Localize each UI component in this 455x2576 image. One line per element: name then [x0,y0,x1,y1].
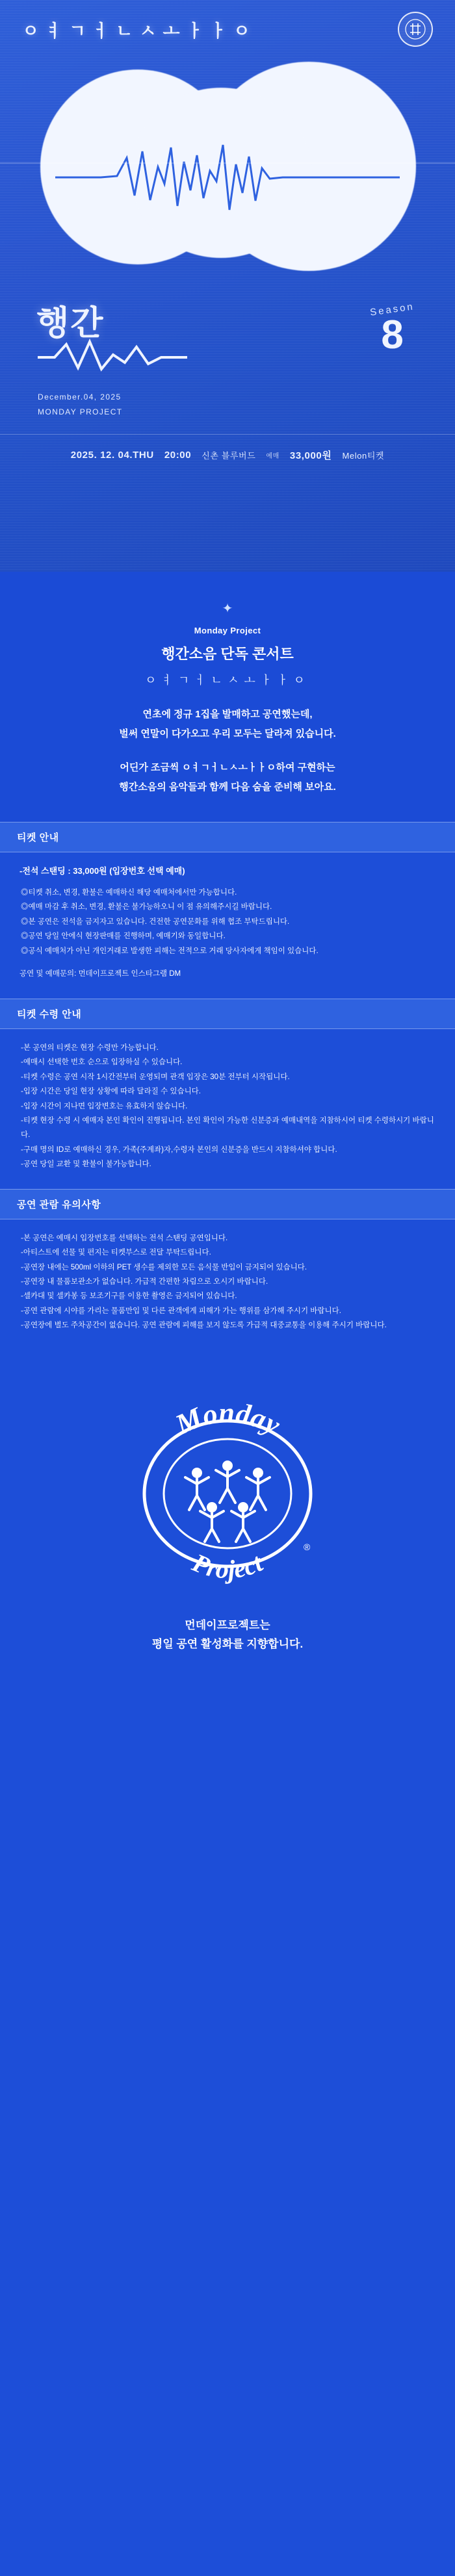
brand-tagline-line-2: 평일 공연 활성화를 지향합니다. [151,1638,304,1651]
ticket-price-lead: -전석 스탠딩 : 33,000원 (입장번호 선택 예매) [20,866,185,876]
list-item: -입장 시간은 당일 현장 상황에 따라 달라질 수 있습니다. [21,1088,201,1096]
list-item: ◎티켓 취소, 변경, 환불은 예매하신 해당 예매처에서만 가능합니다. [21,889,237,897]
list-item: -티켓 현장 수령 시 예매자 본인 확인이 진행됩니다. 본인 확인이 가능한 신분증과 예매내역을 지참하시어 티켓 수령하시기 바랍니다. [21,1117,434,1140]
brand-section [0,1350,455,1674]
poster-footer-ticket: Melon티켓 [342,451,385,461]
list-item: ◎본 공연은 전석을 금지자고 있습니다. 건전한 공연문화를 위해 협조 부탁드립니다. [21,917,290,926]
poster-hero [0,0,455,572]
brand-tagline-line-1: 먼데이프로젝트는 [185,1618,270,1631]
poster-season-word: Season [369,301,415,318]
poster-footer-price: 33,000원 [289,450,332,461]
brand-tagline [0,1616,455,1655]
seal-badge [398,12,433,47]
poster-logo-main: 행간 [36,305,105,342]
poster-season-number: 8 [381,312,404,357]
section-heading-ticket-pickup: 티켓 수령 안내 [0,999,455,1029]
poster-logo-sub-wave-icon [38,338,187,372]
intro-kicker: Monday Project [194,626,261,635]
svg-text:Monday: Monday [170,1396,286,1441]
poster-footer [0,448,455,462]
list-item: -예매시 선택한 번호 순으로 입장하실 수 있습니다. [21,1058,183,1067]
section-body-ticket-pickup [0,1029,455,1189]
venue-notice-list [20,1231,436,1333]
intro-paragraph-2: 벌써 연말이 다가오고 우리 모두는 달라져 있습니다. [119,728,336,739]
intro-paragraph-3: 어딘가 조금씩 ㅇㅕㄱㅓㄴㅅㅗㅏㅏㅇ하여 구현하는 [120,762,335,773]
poster-footer-price-prefix: 예매 [266,453,280,460]
seal-emblem-icon [404,18,426,40]
poster-blob-graphic [0,62,455,276]
section-body-venue-notice [0,1219,455,1350]
intro-paragraph-4: 행간소음의 음악들과 함께 다음 숨을 준비해 보아요. [119,782,336,793]
intro-section [0,572,455,822]
monday-project-logo-icon [120,1386,335,1601]
ticket-info-list [20,886,436,958]
poster-top-title: ㅇㅕㄱㅓㄴㅅㅗㅏㅏㅇ [22,21,257,41]
section-heading-venue-notice: 공연 관람 유의사항 [0,1189,455,1219]
svg-text:Project: Project [188,1547,267,1585]
poster-season [369,301,415,357]
poster-footer-date: 2025. 12. 04.THU [70,450,154,461]
list-item: -티켓 수령은 공연 시작 1시간전부터 운영되며 관객 입장은 30분 전부터 시작됩니다. [21,1073,290,1081]
svg-text:®: ® [304,1541,311,1552]
list-item: -본 공연은 예매시 입장번호를 선택하는 전석 스탠딩 공연입니다. [21,1234,228,1242]
intro-title: 행간소음 단독 콘서트 [161,646,294,662]
list-item: -입장 시간이 지나면 입장변호는 유효하지 않습니다. [21,1102,188,1110]
section-heading-ticket-info: 티켓 안내 [0,822,455,852]
list-item: -공연장 내 물품보관소가 없습니다. 가급적 간편한 차림으로 오시기 바랍니다. [21,1278,268,1286]
ticket-contact-note: 공연 및 예매문의: 먼데이프로젝트 인스타그램 DM [20,970,181,978]
ticket-pickup-list [20,1041,436,1172]
intro-paragraph-1: 연초에 정규 1집을 발매하고 공연했는데, [142,709,313,720]
waveform-icon [55,138,400,216]
list-item: -공연 관람에 시야를 가리는 물품만입 및 다른 관객에게 피해가 가는 행위를 삼가해 주시기 바랍니다. [21,1307,341,1315]
intro-body [26,705,429,797]
poster-footer-time: 20:00 [164,450,192,461]
poster-date-line-1: December.04, 2025 [38,392,122,402]
sparkle-icon: ✦ [222,602,233,616]
list-item: -셀카대 및 셀카봉 등 보조기구를 이용한 촬영은 금지되어 있습니다. [21,1292,237,1301]
list-item: -본 공연의 티켓은 현장 수령만 가능합니다. [21,1043,159,1052]
poster-top-bar [0,12,455,47]
list-item: -공연장에 별도 주차공간이 없습니다. 공연 관람에 피해를 보지 않도록 가급적 대중교통을 이용해 주시기 바랍니다. [21,1321,387,1330]
list-item: -구매 명의 ID로 예매하신 경우, 가족(주계좌)자,수령자 본인의 신분증을 반드시 지참하셔야 합니다. [21,1145,337,1154]
poster-date-line-2: MONDAY PROJECT [38,407,123,416]
list-item: -공연장 내에는 500ml 이하의 PET 생수를 제외한 모든 음식물 반입이 금지되어 있습니다. [21,1263,307,1271]
list-item: -아티스트에 선물 및 편지는 티켓부스로 전달 부탁드립니다. [21,1249,211,1257]
section-body-ticket-info [0,852,455,999]
poster-divider [0,162,455,164]
poster-footer-venue: 신촌 블루버드 [202,451,256,461]
intro-hangul-title: ㅇㅕㄱㅓㄴㅅㅗㅏㅏㅇ [145,674,310,687]
list-item: ◎예매 마감 후 취소, 변경, 환불은 불가능하오니 이 점 유의해주시길 바랍니다. [21,903,272,912]
list-item: ◎공식 예매처가 아닌 개인거래로 발생한 피해는 전적으로 거래 당사자에게 책임이 있습니다. [21,947,318,955]
poster-date-block [38,390,123,420]
poster-footer-divider [0,434,455,435]
list-item: ◎공연 당일 안에식 현장판매를 진행하며, 예매기와 동일합니다. [21,932,226,941]
list-item: -공연 당일 교환 및 환불이 불가능합니다. [21,1160,151,1169]
